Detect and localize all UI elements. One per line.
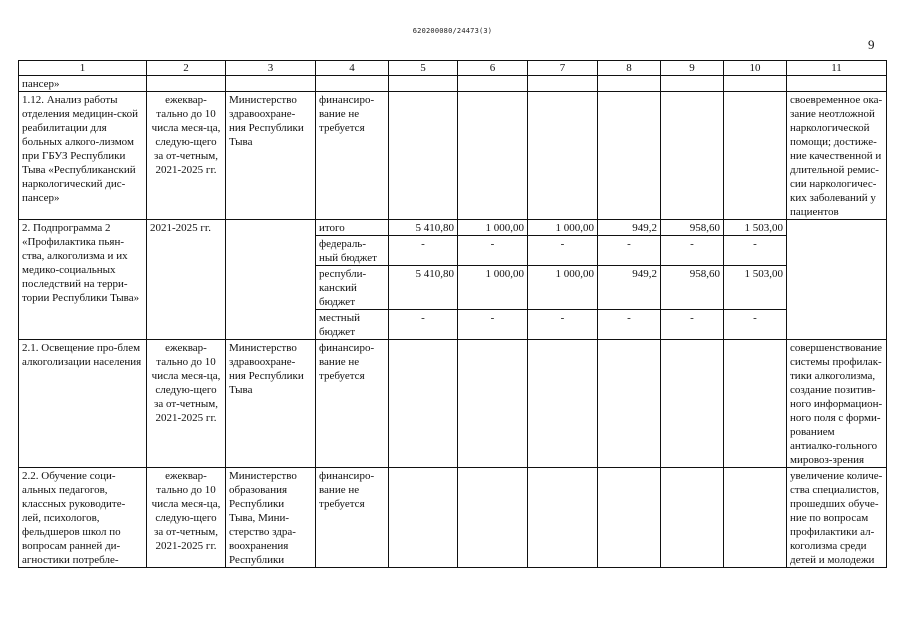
subprogram-name: 2. Подпрограмма 2 «Профилактика пьян-ства, алкоголизма и их медико-социальных последствий на терри-тории Республики Тыва» <box>19 220 147 340</box>
funding-source: местный бюджет <box>316 310 389 340</box>
deadline: ежеквар-тально до 10 числа меся-ца, следую-щего за от-четным, 2021-2025 гг. <box>147 468 226 568</box>
table-row-2-1 <box>19 340 887 468</box>
amount-2023: 949,2 <box>598 220 661 236</box>
amount-2025: 1 503,00 <box>724 266 787 310</box>
funding-source: итого <box>316 220 389 236</box>
amount-2023: - <box>598 310 661 340</box>
amount-2025: 1 503,00 <box>724 220 787 236</box>
amount-2022: 1 000,00 <box>528 220 598 236</box>
amount-2024: - <box>661 310 724 340</box>
deadline: ежеквар-тально до 10 числа меся-ца, следую-щего за от-четным, 2021-2025 гг. <box>147 340 226 468</box>
column-number: 6 <box>458 61 528 76</box>
expected-result: увеличение количе-ства специалистов, прошедших обуче-ние по вопросам профилактики ал-коголизма среди детей и молодежи <box>787 468 887 568</box>
table-row-2-2 <box>19 468 887 568</box>
continued-text: пансер» <box>19 76 147 92</box>
amount-2024: - <box>661 236 724 266</box>
amount-2022: - <box>528 236 598 266</box>
amount-total: - <box>389 236 458 266</box>
amount-2021: - <box>458 310 528 340</box>
continuation-row <box>19 76 887 92</box>
funding-source: финансиро-вание не требуется <box>316 468 389 568</box>
amount-total: - <box>389 310 458 340</box>
amount-2021: 1 000,00 <box>458 220 528 236</box>
amount-2024: 958,60 <box>661 266 724 310</box>
amount-2021: 1 000,00 <box>458 266 528 310</box>
amount-total: 5 410,80 <box>389 220 458 236</box>
amount-2025: - <box>724 310 787 340</box>
amount-2022: - <box>528 310 598 340</box>
activity-name: 2.1. Освещение про-блем алкоголизации населения <box>19 340 147 468</box>
amount-2025: - <box>724 236 787 266</box>
column-number: 8 <box>598 61 661 76</box>
table-row-1-12 <box>19 92 887 220</box>
column-number: 1 <box>19 61 147 76</box>
column-number: 3 <box>226 61 316 76</box>
funding-source: финансиро-вание не требуется <box>316 92 389 220</box>
column-number-row <box>19 61 887 76</box>
expected-result: совершенствование системы профилак-тики алкоголизма, создание позитив-ного информацион-ного поля с форми-рованием антиалко-гольного мировоз-зрения <box>787 340 887 468</box>
expected-result: своевременное ока-зание неотложной наркологической помощи; достиже-ние качественной и длительной ремис-сии наркологичес-ких заболеваний у пациентов <box>787 92 887 220</box>
column-number: 4 <box>316 61 389 76</box>
column-number: 10 <box>724 61 787 76</box>
page-number: 9 <box>868 37 875 52</box>
column-number: 2 <box>147 61 226 76</box>
activity-name: 2.2. Обучение соци-альных педагогов, классных руководите-лей, психологов, фельдшеров школ по вопросам ранней ди-агностики потребле- <box>19 468 147 568</box>
column-number: 9 <box>661 61 724 76</box>
responsible-executor: Министерство здравоохране-ния Республики Тыва <box>226 340 316 468</box>
funding-source: финансиро-вание не требуется <box>316 340 389 468</box>
deadline: 2021-2025 гг. <box>147 220 226 340</box>
funding-source: федераль-ный бюджет <box>316 236 389 266</box>
amount-2023: - <box>598 236 661 266</box>
program-table <box>18 60 887 568</box>
deadline: ежеквар-тально до 10 числа меся-ца, следую-щего за от-четным, 2021-2025 гг. <box>147 92 226 220</box>
amount-2024: 958,60 <box>661 220 724 236</box>
table-row-2-total <box>19 220 887 236</box>
responsible-executor: Министерство здравоохране-ния Республики Тыва <box>226 92 316 220</box>
column-number: 11 <box>787 61 887 76</box>
amount-2022: 1 000,00 <box>528 266 598 310</box>
responsible-executor: Министерство образования Республики Тыва, Мини-стерство здра-воохранения Республики <box>226 468 316 568</box>
amount-total: 5 410,80 <box>389 266 458 310</box>
column-number: 5 <box>389 61 458 76</box>
activity-name: 1.12. Анализ работы отделения медицин-ской реабилитации для больных алкого-лизмом при ГБУЗ Республики Тыва «Республиканский наркологический дис-пансер» <box>19 92 147 220</box>
column-number: 7 <box>528 61 598 76</box>
funding-source: республи-канский бюджет <box>316 266 389 310</box>
document-code: 620200080/24473(3) <box>412 27 493 35</box>
amount-2021: - <box>458 236 528 266</box>
amount-2023: 949,2 <box>598 266 661 310</box>
